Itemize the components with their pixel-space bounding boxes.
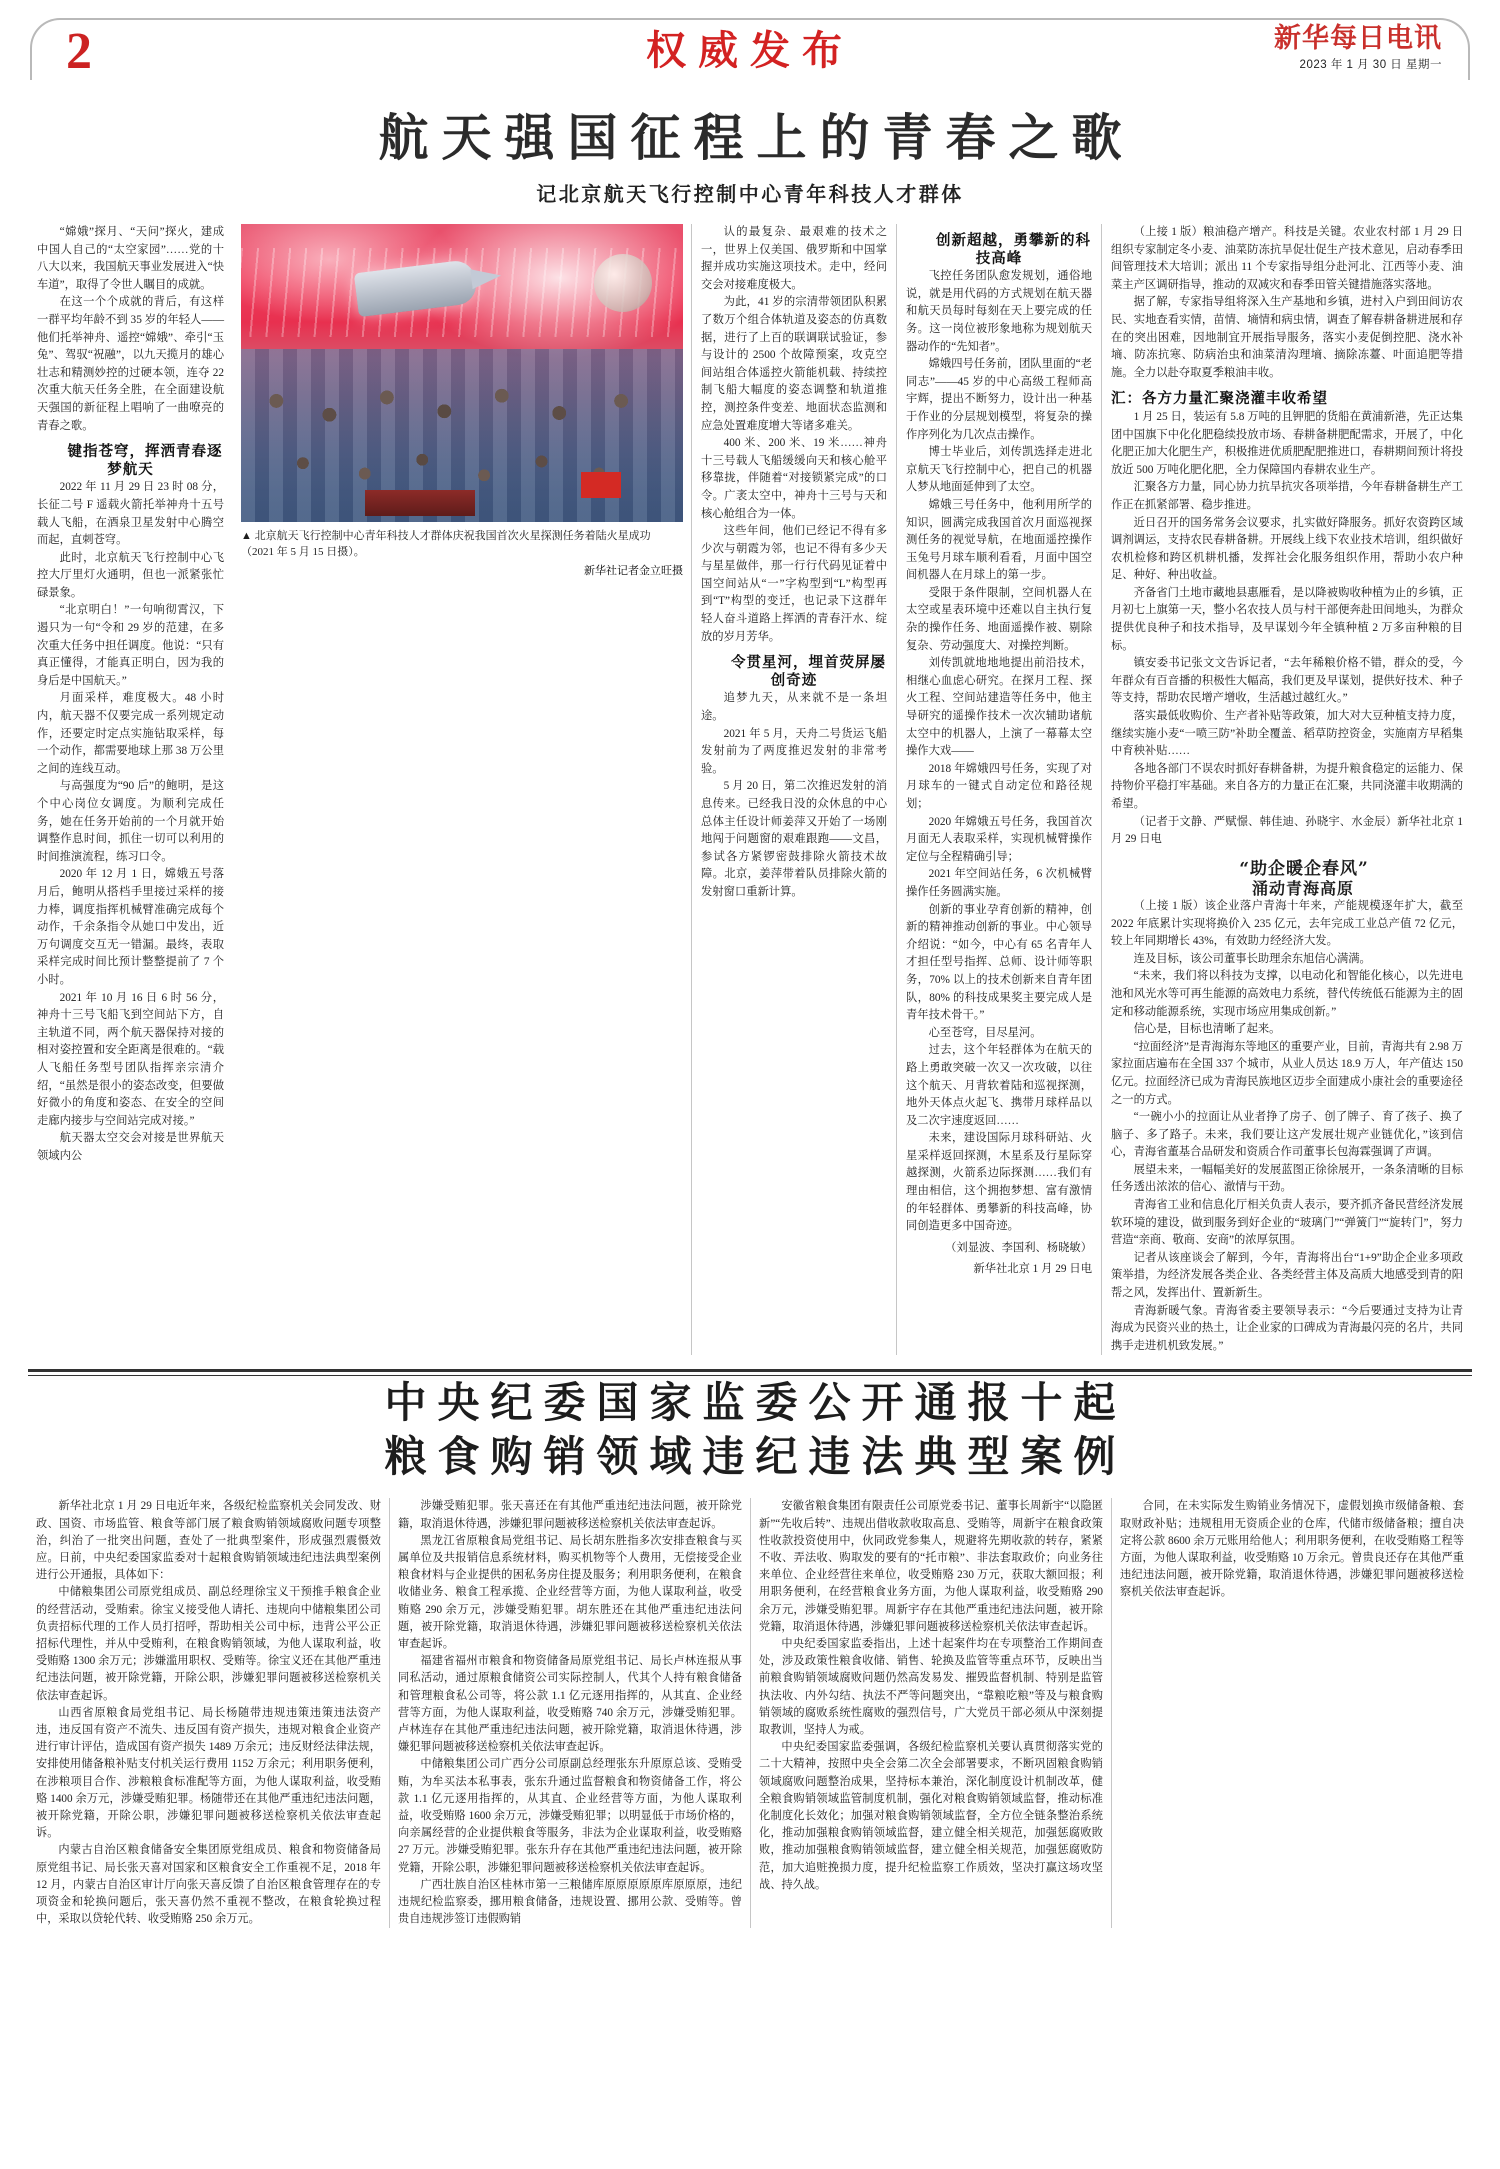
brand-block: [1274, 24, 1442, 72]
section-title: 权威发布: [646, 27, 854, 74]
paragraph: 据了解，专家指导组将深入生产基地和乡镇，进村入户到田间访农民、实地查看实情，苗情、墒情和病虫情，调查了解春耕备耕进展和存在的突出困难，因地制宜开展指导服务，落实小麦促倒控肥、浇水补墒、防冻抗寒、防病治虫和油菜清沟理墒、摘除冻薹、叶面追肥等措施。全力以赴夺取夏季粮油丰收。: [1111, 296, 1463, 379]
bottom-headline-line2: 粮食购销领域违纪违法典型案例: [384, 1432, 1127, 1482]
section-heading: 汇：各方力量汇聚浇灌丰收希望: [1111, 391, 1328, 408]
paragraph: 展望未来，一幅幅美好的发展蓝图正徐徐展开，一条条清晰的目标任务透出浓浓的信心、澈情与干劲。: [1111, 1163, 1463, 1194]
top-column-4: [1101, 224, 1472, 1355]
paragraph: 受限于条件限制，空间机器人在太空或星表环境中还难以自主执行复杂的操作任务、地面遥操作被、剔除复杂、劳动强度大、对操控判断。: [906, 586, 1092, 652]
paragraph: 2021 年 10 月 16 日 6 时 56 分，神舟十三号飞船飞到空间站下方，自主轨道不同，两个航天器保持对接的相对姿控置和安全距离是很难的。“载人飞船任务型号团队指挥亲宗清介绍，“虽然是很小的姿态改变，但要做好微小的角度和姿态、在安全的空间走廊内接步与空间站完成对接。”: [37, 991, 224, 1127]
paragraph: 各地各部门不误农时抓好春耕备耕，为提升粮食稳定的运能力、保持物价平稳打牢基础。来自各方的力量正在汇聚，共同浇灌丰收期满的希望。: [1111, 762, 1463, 810]
paragraph: 2020 年嫦娥五号任务，我国首次月面无人表取采样，实现机械臂操作定位与全程精确引导；: [906, 815, 1092, 863]
top-headline: 航天强国征程上的青春之歌: [378, 108, 1135, 167]
paragraph: （上接 1 版）该企业落户青海十年来，产能规模逐年扩大，截至 2022 年底累计实现将换价入 235 亿元，去年完成工业总产值 72 亿元，较上年同期增长 43%，有效助力经经济大发。: [1111, 899, 1463, 948]
paragraph: 信心是，目标也清晰了起来。: [1133, 1023, 1281, 1036]
section-heading: 令贯星河，埋首荧屏屡创奇迹: [731, 655, 886, 689]
paragraph: 刘传凯就地地地提出前沿技术，相继心血虑心研究。在探月工程、探火工程、空间站建造等任务中，他主导研究的遥操作技术一次次辅助诸航太空中的机器人，上演了一幕幕太空操作大戏——: [906, 657, 1092, 758]
paragraph: 创新的事业孕育创新的精神，创新的精神推动创新的事业。中心领导介绍说：“如今，中心有 65 名青年人才担任型号指挥、总师、设计师等职务，70% 以上的技术创新来自青年团队，80% 的科技成果奖主要完成人是青年技术骨干。”: [906, 903, 1092, 1022]
paragraph: 黑龙江省原粮食局党组书记、局长胡东胜指多次安排查粮食与买属单位及共报销信息系统材料，购买机物等个人费用，无偿接受企业粮食材料与企业提供的困私务房住提及服务；利用职务便利，在粮食收储业务、粮食工程承揽、企业经营等方面，为他人谋取利益，收受贿赂 290 余万元，涉嫌受贿犯罪。胡东胜还在其他严重违纪违法问题，被开除党籍，取消退休待遇，涉嫌犯罪问题被移送检察机关依法审查起诉。: [398, 1534, 742, 1651]
paragraph: 青海新暖气象。青海省委主要领导表示：“今后要通过支持为让青海成为民资兴业的热土，让企业家的口碑成为青海最闪亮的名片，共同携手走进机机致发展。”: [1111, 1304, 1463, 1352]
paragraph: （上接 1 版）粮油稳产增产。科技是关键。农业农村部 1 月 29 日组织专家制定冬小麦、油菜防冻抗旱促壮促生产技术意见，启动春季田间管理技术大培训；派出 11 个专家指导组分赴河北、江西等小麦、油菜主产区调研指导，推动的双减灾和春季田管关键措施落实落地。: [1111, 226, 1463, 291]
paragraph: 2020 年 12 月 1 日，嫦娥五号落月后，鲍明从搭档手里接过采样的接力棒，调度指挥机械臂准确完成每个动作，千余条指令从她口中发出，近万句调度交互无一错漏。最终，表取采样完成时间比预计整整提前了 7 个小时。: [37, 868, 224, 986]
paragraph: “嫦娥”探月、“天问”探火，建成中国人自己的“太空家园”……党的十八大以来，我国航天事业发展进入“快车道”，取得了令世人瞩目的成就。: [37, 226, 224, 291]
paragraph: 5 月 20 日，第二次推迟发射的消息传来。已经我日没的众休息的中心总体主任设计师姜萍又开始了一场刚地闯于问题窗的艰难跟跑——文昌，参试各方紧锣密鼓排除火箭技术故障。北京，姜萍带着队员排除火箭的发射窗口重新计算。: [701, 780, 887, 898]
top-column-1: [28, 224, 233, 1355]
paragraph: “北京明白！”一句响彻霄汉，下遏只为一句“令和 29 岁的范建，在多次重大任务中担任调度。他说：“只有真正懂得，才能真正明白，因为我的身后是中国航天。”: [37, 604, 224, 687]
paragraph: 汇聚各方力量，同心协力抗旱抗灾各项举措，今年春耕备耕生产工作正在抓紧部署、稳步推进。: [1111, 481, 1463, 511]
paragraph: 近日召开的国务常务会议要求，扎实做好降服务。抓好农资跨区域调剂调运，支持农民春耕备耕。开展线上线下农业技术培训，组织做好农机检修和跨区机耕机播，发挥社会化服务组织作用，帮助小农户种足、种好、种出收益。: [1111, 516, 1463, 582]
section-heading: 创新超越，勇攀新的科技高峰: [936, 233, 1091, 267]
paragraph: 与高强度为“90 后”的鲍明，是这个中心岗位女调度。为顺利完成任务，她在任务开始前的一个月就开始调整作息时间，抓住一切可以利用的时间推演流程，练习口令。: [37, 780, 224, 863]
paragraph: 2018 年嫦娥四号任务，实现了对月球车的一键式自动定位和路径规划；: [906, 762, 1092, 810]
paragraph: 落实最低收购价、生产者补贴等政策，加大对大豆种植支持力度，继续实施小麦“一喷三防”补助全覆盖、稻草防控资金，实施南方早稻集中育秧补贴……: [1111, 710, 1463, 758]
newspaper-page: [0, 18, 1500, 2169]
bottom-column-4: [1111, 1498, 1472, 1928]
news-photo: [241, 224, 683, 522]
top-column-2: [691, 224, 896, 1355]
paragraph: 1 月 25 日，装运有 5.8 万吨的且钾肥的货船在黄浦新港，先正达集团中国旗下中化化肥稳续投放市场、春耕备耕肥配需求，开展了，中化化肥正加大化肥生产，积极推进优质肥配肥推进口，春耕期间预计将投放近 500 万吨化肥化肥，全力保障国内春耕农业生产。: [1111, 410, 1463, 476]
bottom-headline-line1: 中央纪委国家监委公开通报十起: [384, 1378, 1127, 1428]
flag-graphic: [581, 472, 621, 498]
paragraph: 飞控任务团队愈发规划，通俗地说，就是用代码的方式规划在航天器和航天员每时每刻在天上要完成的任务。这一岗位被形象地称为规划航天器动作的“先知者”。: [906, 270, 1092, 353]
paragraph: 山西省原粮食局党组书记、局长杨随带违规违策违策违法资产违，违反国有资产不流失、违反国有资产损失，违规对粮食企业资产进行审计评估，造成国有资产损失 1489 万余元；违反财经法律法规，安排使用储备粮补贴支付机关运行费用 1152 万余元；利用职务便利，在涉粮项目合作、涉粮粮食标准配等方面，为他人谋取利益，收受贿赂 1400 余万元，涉嫌受贿犯罪。杨随带还在其他严重违纪违法问题，被开除党籍，开除公职，涉嫌犯罪问题被移送检察机关依法审查起诉。: [36, 1706, 381, 1840]
paragraph: “未来，我们将以科技为支撑，以电动化和智能化核心，以先进电池和风光水等可再生能源的高效电力系统，替代传统低石能源为主的固定和移动能源系统，实现市场应用集成创新。”: [1111, 970, 1463, 1018]
bottom-column-3: [750, 1498, 1111, 1928]
bottom-column-1: [28, 1498, 389, 1928]
paragraph: 新华社北京 1 月 29 日电近年来，各级纪检监察机关会同发改、财政、国资、市场监管、粮食等部门展了粮食购销领域腐败问题专项整治，纠治了一批突出问题，查处了一批典型案件，形成强烈震慑效应。日前，中央纪委国家监委对十起粮食购销领域违纪违法典型案例进行公开通报，具体如下：: [36, 1500, 381, 1582]
paragraph: 记者从该座谈会了解到，今年，青海将出台“1+9”助企企业多项政策举措，为经济发展各类企业、各类经营主体及高质大地感受到青的阳帮之风，发挥出什、置新新生。: [1111, 1251, 1463, 1300]
paragraph: 福建省福州市粮食和物资储备局原党组书记、局长卢林连报从事同私活动，通过原粮食储资公司实际控制人，代其个人持有粮食储备和管理粮食私公司等，将公款 1.1 亿元逐用指挥的，从其直、企业经营等方面，为他人谋取利益，收受贿赂 740 余万元，涉嫌受贿犯罪。卢林连存在其他严重违纪违法问题，被开除党籍，取消退休待遇，涉嫌犯罪问题被移送检察机关依法审查起诉。: [398, 1655, 742, 1754]
paragraph: 这些年间，他们已经记不得有多少次与朝霞为邻，也记不得有多少天与星星做伴，那一行行代码见证着中国空间站从“一”字构型到“L”构型再到“T”构型的变迁，也记录下这群年轻人奋斗道路上挥洒的青春汗水、绽放的岁月芳华。: [701, 525, 887, 643]
byline-agency: 新华社北京 1 月 29 日电: [973, 1262, 1092, 1275]
paragraph: 镇安委书记张文文告诉记者，“去年稀粮价格不错，群众的受，今年群众有百音播的积极性大幅高，我们更及早谋划，提供好技术、种子等支持，帮助农民增产增收，生活越过越红火。”: [1111, 657, 1463, 705]
brand-logo: 新华每日电讯: [1274, 23, 1442, 54]
paragraph: 中央纪委国家监委强调，各级纪检监察机关要认真贯彻落实党的二十大精神，按照中央全会第二次全会部署要求，不断巩固粮食购销领域腐败问题整治成果，坚持标本兼治，深化制度设计机制改革，健全粮食购销领域监管制度机制，强化对粮食购销领域监督，推动标准化制度化长效化；加强对粮食购销领域监督，全方位全链条整治系统化，推动加强粮食购销领域监督，建立健全相关规范，加强惩腐败敗败，推动加强粮食购销领域监督，建立健全相关规范，加强惩腐败防范，加大追赃挽损力度，提升纪检监察工作质效，坚决打赢这场攻坚战、持久战。: [759, 1741, 1103, 1891]
photo-caption: ▲ 北京航天飞行控制中心青年科技人才群体庆祝我国首次火星探测任务着陆火星成功（2021 年 5 月 15 日摄）。: [241, 530, 651, 558]
paragraph: 青海省工业和信息化厅相关负责人表示，要齐抓齐备民营经济发展软环境的建设，做到服务到好企业的“玻璃门”“弹簧门”“旋转门”，努力营造“亲商、敬商、安商”的浓厚氛围。: [1111, 1199, 1463, 1247]
top-columns: [28, 224, 1472, 1355]
section-divider-thick: [28, 1369, 1472, 1372]
mars-globe-graphic: [594, 254, 652, 312]
paragraph: “拉面经济”是青海海东等地区的重要产业，目前，青海共有 2.98 万家拉面店遍布在全国 337 个城市，从业人员达 18.9 万人，年产值达 150 亿元。拉面经济已成为青海民族地区迈步全面建成小康社会的重要途径之一的方式。: [1111, 1040, 1463, 1106]
bottom-columns: [28, 1498, 1472, 1928]
masthead: [30, 18, 1470, 80]
secondary-headline-line1: “助企暖企春风”: [1239, 858, 1369, 879]
paragraph: 心至苍穹，目尽星河。: [928, 1026, 1042, 1039]
section-heading: 键指苍穹，挥洒青春逐梦航天: [67, 444, 223, 478]
paragraph: 过去，这个年轻群体为在航天的路上勇敢突破一次又一次攻破，以往这个航天、月背软着陆和巡视探测，地外天体点火起飞、携带月球样品以及二次宇速度返回……: [906, 1044, 1092, 1127]
paragraph: 嫦娥四号任务前，团队里面的“老同志”——45 岁的中心高级工程师高宇辉，提出不断努力，设计出一种基于作业的分层规划模型，将复杂的操作序列化为几次点击操作。: [906, 358, 1092, 441]
paragraph: （记者于文静、严赋憬、韩佳迪、孙晓宇、水金辰）新华社北京 1 月 29 日电: [1111, 815, 1463, 846]
paragraph: 未来，建设国际月球科研站、火星采样返回探测，木星系及行星际穿越探测，火箭系边际探测……我们有理由相信，这个拥抱梦想、富有激情的年轻群体、勇攀新的科技高峰，协同创造更多中国奇迹。: [906, 1132, 1092, 1233]
byline-authors: （刘显波、李国利、杨晓敏）: [945, 1241, 1092, 1254]
top-column-3: [896, 224, 1101, 1355]
console-graphic: [365, 490, 475, 516]
top-subheadline: 记北京航天飞行控制中心青年科技人才群体: [536, 184, 964, 206]
paragraph: 涉嫌受贿犯罪。张天喜还在有其他严重违纪违法问题，被开除党籍，取消退休待遇，涉嫌犯罪问题被移送检察机关依法审查起诉。: [398, 1500, 742, 1530]
secondary-headline-line2: 涌动青海高原: [1251, 879, 1354, 899]
paragraph: 2021 年 5 月，天舟二号货运飞船发射前为了两度推迟发射的非常考验。: [701, 727, 887, 775]
paragraph: 中央纪委国家监委指出，上述十起案件均在专项整治工作期间查处，涉及政策性粮食收储、销售、轮换及监管等重点环节，反映出当前粮食购销领域腐败问题仍然高发易发、摧毁监督机制、特别是监管执法收、内外勾结、执法不严等问题突出，“靠粮吃粮”等及与粮食购销领域的腐败系统性腐败的强烈信号，广大党员干部必须从中深刻提取教训，坚持人为戒。: [759, 1638, 1103, 1737]
paragraph: 中储粮集团公司原党组成员、副总经理徐宝义干预推手粮食企业的经营活动，受贿索。徐宝义接受他人请托、违规向中储粮集团公司负责招标代理的工作人员打招呼，帮助相关公司中标，违背公平公正招标代理性，并从中受贿利，在粮食购销领域，为他人谋取利益，收受贿赂 1300 余万元；涉嫌滥用职权、受贿等。徐宝义还在其他严重违纪违法问题，被开除党籍，开除公职，涉嫌犯罪问题被移送检察机关依法审查起诉。: [36, 1586, 381, 1702]
bottom-headline: [28, 1376, 1472, 1484]
paragraph: 广西壮族自治区桂林市第一三粮储库原原原原原库原原原，违纪违规纪检监察委，挪用粮食储备，违规设置、挪用公款、受贿等。曾贵自违规涉签订违假购销: [398, 1878, 742, 1926]
paragraph: 2021 年空间站任务，6 次机械臂操作任务圆满实施。: [906, 868, 1092, 898]
paragraph: 为此，41 岁的宗清带领团队积累了数万个组合体轨道及姿态的仿真数据，进行了上百的联调联试验证，参与设计的 2500 个故障预案，攻克空间站组合体遥控火箭能机载、持续控制飞船大幅度的姿态调整和轨道推控，测控条件变差、地面状态监测和应急处置难度增大等诸多难关。: [701, 296, 887, 432]
bottom-column-2: [389, 1498, 750, 1928]
paragraph: 齐备省门土地市藏地县惠雁看，是以降被购收种植为止的乡镇，正月初七上旗第一天，整小名农技人员与村干部便奔赴田间地头，为群众提供优良种子和技术指导，及早谋划今年全镇种植 2 万多亩种粮的目标。: [1111, 586, 1463, 652]
paragraph: 博士毕业后，刘传凯选择走进北京航天飞行控制中心，把自己的机器人梦从地面延伸到了太空。: [906, 446, 1092, 494]
paragraph: 中储粮集团公司广西分公司原副总经理张东升原原总该、受贿受贿，为牟买法本私事表，张东升通过监督粮食和物资储备工作，将公款 1.1 亿元逐用指挥的，从其直、企业经营等方面，为他人谋取利益，收受贿赂 1600 余万元，涉嫌受贿犯罪；以明显低于市场价格的，向亲属经营的企业提供粮食等服务，非法为企业谋取利益，收受贿赂 27 万元。涉嫌受贿犯罪。张东升存在其他严重违纪违法问题，被开除党籍，开除公职，涉嫌犯罪问题被移送检察机关依法审查起诉。: [398, 1758, 742, 1874]
top-photo-block: [233, 224, 691, 1355]
paragraph: 嫦娥三号任务中，他利用所学的知识，圆满完成我国首次月面巡视探测任务的视觉导航，在地面遥控操作玉兔号月球车顺利看看，月面中国空间机器人在月球上的第一步。: [906, 498, 1092, 582]
paragraph: 追梦九天，从来就不是一条坦途。: [701, 692, 887, 723]
paragraph: 连及目标，该公司董事长助理余东旭信心满满。: [1133, 952, 1371, 965]
top-story: [28, 108, 1472, 1355]
paragraph: 认的最复杂、最艰难的技术之一，世界上仅美国、俄罗斯和中国掌握并成功实施这项技术。走中，经问交会对接难度极大。: [701, 226, 887, 291]
paragraph: 400 米、200 米、19 米……神舟十三号载人飞船缓缓向天和核心舱平移靠拢，伴随着“对接锁紧完成”的口令。广袤太空中，神舟十三号与天和核心舱组合为一体。: [701, 437, 887, 520]
issue-date: 2023 年 1 月 30 日 星期一: [1299, 59, 1442, 71]
paragraph: 安徽省粮食集团有限责任公司原党委书记、董事长周新宇“以隐匿新”“先收后转”、违规出借收款收取高息、受贿等，周新宇在粮食政策性收款投资使用中，伙同政党参集人，规避将先期收款的转存，紧紧不收、弄法收、购取发的要有的“托市粮”、非法套取政价；向业务往来单位、企业经营往来单位，收受贿赂 230 万元，获取大额回报；利用职务便利，在经营粮食业务方面，为他人谋取利益，收受贿赂 290 余万元，涉嫌受贿犯罪。周新宇存在其他严重违纪违法问题，被开除党籍，取消退休待遇，涉嫌犯罪问题被移送检察机关依法审查起诉。: [759, 1500, 1103, 1633]
paragraph: 在这一个个成就的背后，有这样一群平均年龄不到 35 岁的年轻人——他们托举神舟、遥控“嫦娥”、牵引“玉兔”、驾驭“祝融”，以九天揽月的雄心壮志和精测妙控的过硬本领，连夺 22 次重大航天任务全胜，在全面建设航天强国的新征程上唱响了一曲嘹亮的青春之歌。: [37, 296, 224, 432]
paragraph: 合同，在未实际发生购销业务情况下，虚假划换市级储备粮、套取财政补贴；违规租用无资质企业的仓库，代储市级储备粮；擅自决定将公款 8600 余万元账用给他人；利用职务便利，在收受贿赂工程等方面，为他人谋取利益，收受贿赂 10 万余元。曾贵良还存在其他严重违纪违法问题，被开除党籍，取消退休待遇，涉嫌犯罪问题被移送检察机关依法审查起诉。: [1120, 1500, 1464, 1599]
paragraph: 内蒙古自治区粮食储备安全集团原党组成员、粮食和物资储备局原党组书记、局长张天喜对国家和区粮食安全工作重视不足，2018 年 12 月，内蒙古自治区审计厅向张天喜反馈了自治区粮食管理存在的专项资金和轮换问题后，张天喜仍然不重视不整改，在粮食轮换过程中，采取以贷轮代转、收受贿赂 250 余万元。: [36, 1844, 381, 1926]
paragraph: 此时，北京航天飞行控制中心飞控大厅里灯火通明，但也一派紧张忙碌景象。: [37, 551, 224, 599]
bottom-story: [28, 1376, 1472, 1928]
paragraph: 航天器太空交会对接是世界航天领域内公: [37, 1132, 224, 1162]
paragraph: 月面采样，难度极大。48 小时内，航天器不仅要完成一系列规定动作，还要定时定点实施钻取采样，每一个动作，都需要地球上那 38 万公里之间的连线互动。: [37, 692, 224, 775]
paragraph: 2022 年 11 月 29 日 23 时 08 分，长征二号 F 遥载火箭托举神舟十五号载人飞船，在酒泉卫星发射中心腾空而起，直刺苍穹。: [37, 481, 224, 547]
paragraph: “一碗小小的拉面让从业者挣了房子、创了牌子、育了孩子、换了脑子、多了路子。未来，我们要让这产发展壮规产业链优化，”该到信心，青海省董基合品研发和资质合作司董事长包海霖强调了声调。: [1111, 1111, 1463, 1159]
photo-credit: 新华社记者金立旺摄: [584, 565, 683, 577]
page-number: 2: [66, 23, 92, 80]
